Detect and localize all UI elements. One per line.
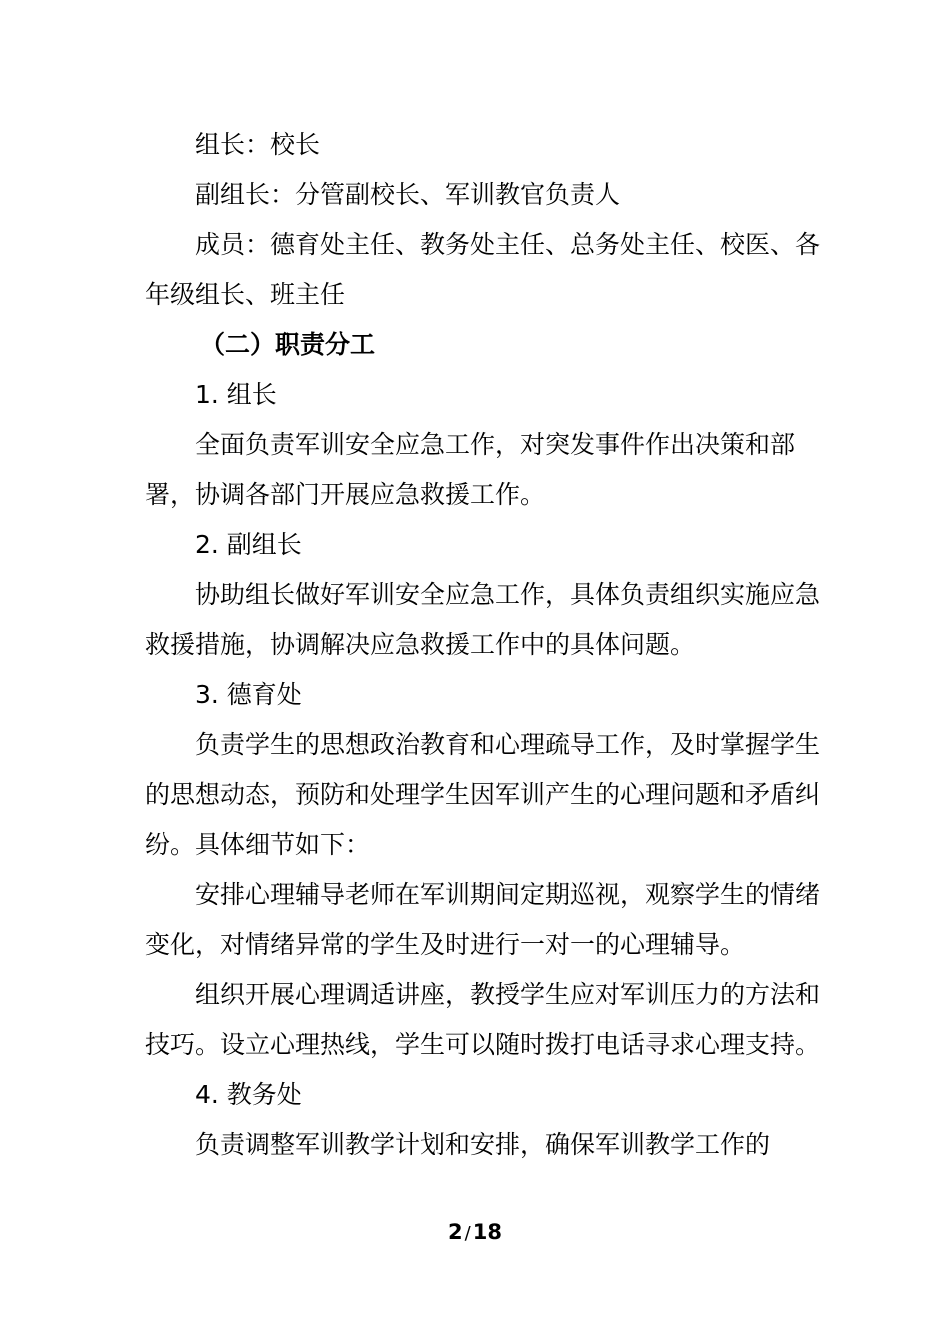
body-paragraph: 负责学生的思想政治教育和心理疏导工作，及时掌握学生的思想动态，预防和处理学生因军训产生的心理问题和矛盾纠纷。具体细节如下： <box>145 730 821 859</box>
page-number-separator: / <box>464 1223 471 1244</box>
document-body <box>145 120 825 1170</box>
body-paragraph: 安排心理辅导老师在军训期间定期巡视，观察学生的情绪变化，对情绪异常的学生及时进行一对一的心理辅导。 <box>145 880 821 959</box>
body-paragraph: 2. 副组长 <box>195 530 302 559</box>
current-page-number: 2 <box>448 1220 463 1244</box>
total-page-count: 18 <box>472 1220 502 1244</box>
body-paragraph: 1. 组长 <box>195 380 277 409</box>
body-paragraph: 组织开展心理调适讲座，教授学生应对军训压力的方法和技巧。设立心理热线，学生可以随时拨打电话寻求心理支持。 <box>145 980 821 1059</box>
body-paragraph: 组长：校长 <box>195 130 321 159</box>
body-paragraph: 4. 教务处 <box>195 1080 302 1109</box>
body-paragraph: 全面负责军训安全应急工作，对突发事件作出决策和部署，协调各部门开展应急救援工作。 <box>145 430 796 509</box>
body-paragraph: 负责调整军训教学计划和安排，确保军训教学工作的 <box>195 1130 771 1159</box>
body-paragraph: 3. 德育处 <box>195 680 302 709</box>
body-paragraph: 副组长：分管副校长、军训教官负责人 <box>195 180 621 209</box>
section-heading: （二）职责分工 <box>200 330 376 359</box>
page-number <box>0 1214 950 1252</box>
body-paragraph: 协助组长做好军训安全应急工作，具体负责组织实施应急救援措施，协调解决应急救援工作中的具体问题。 <box>145 580 821 659</box>
body-paragraph: 成员：德育处主任、教务处主任、总务处主任、校医、各年级组长、班主任 <box>145 230 821 309</box>
